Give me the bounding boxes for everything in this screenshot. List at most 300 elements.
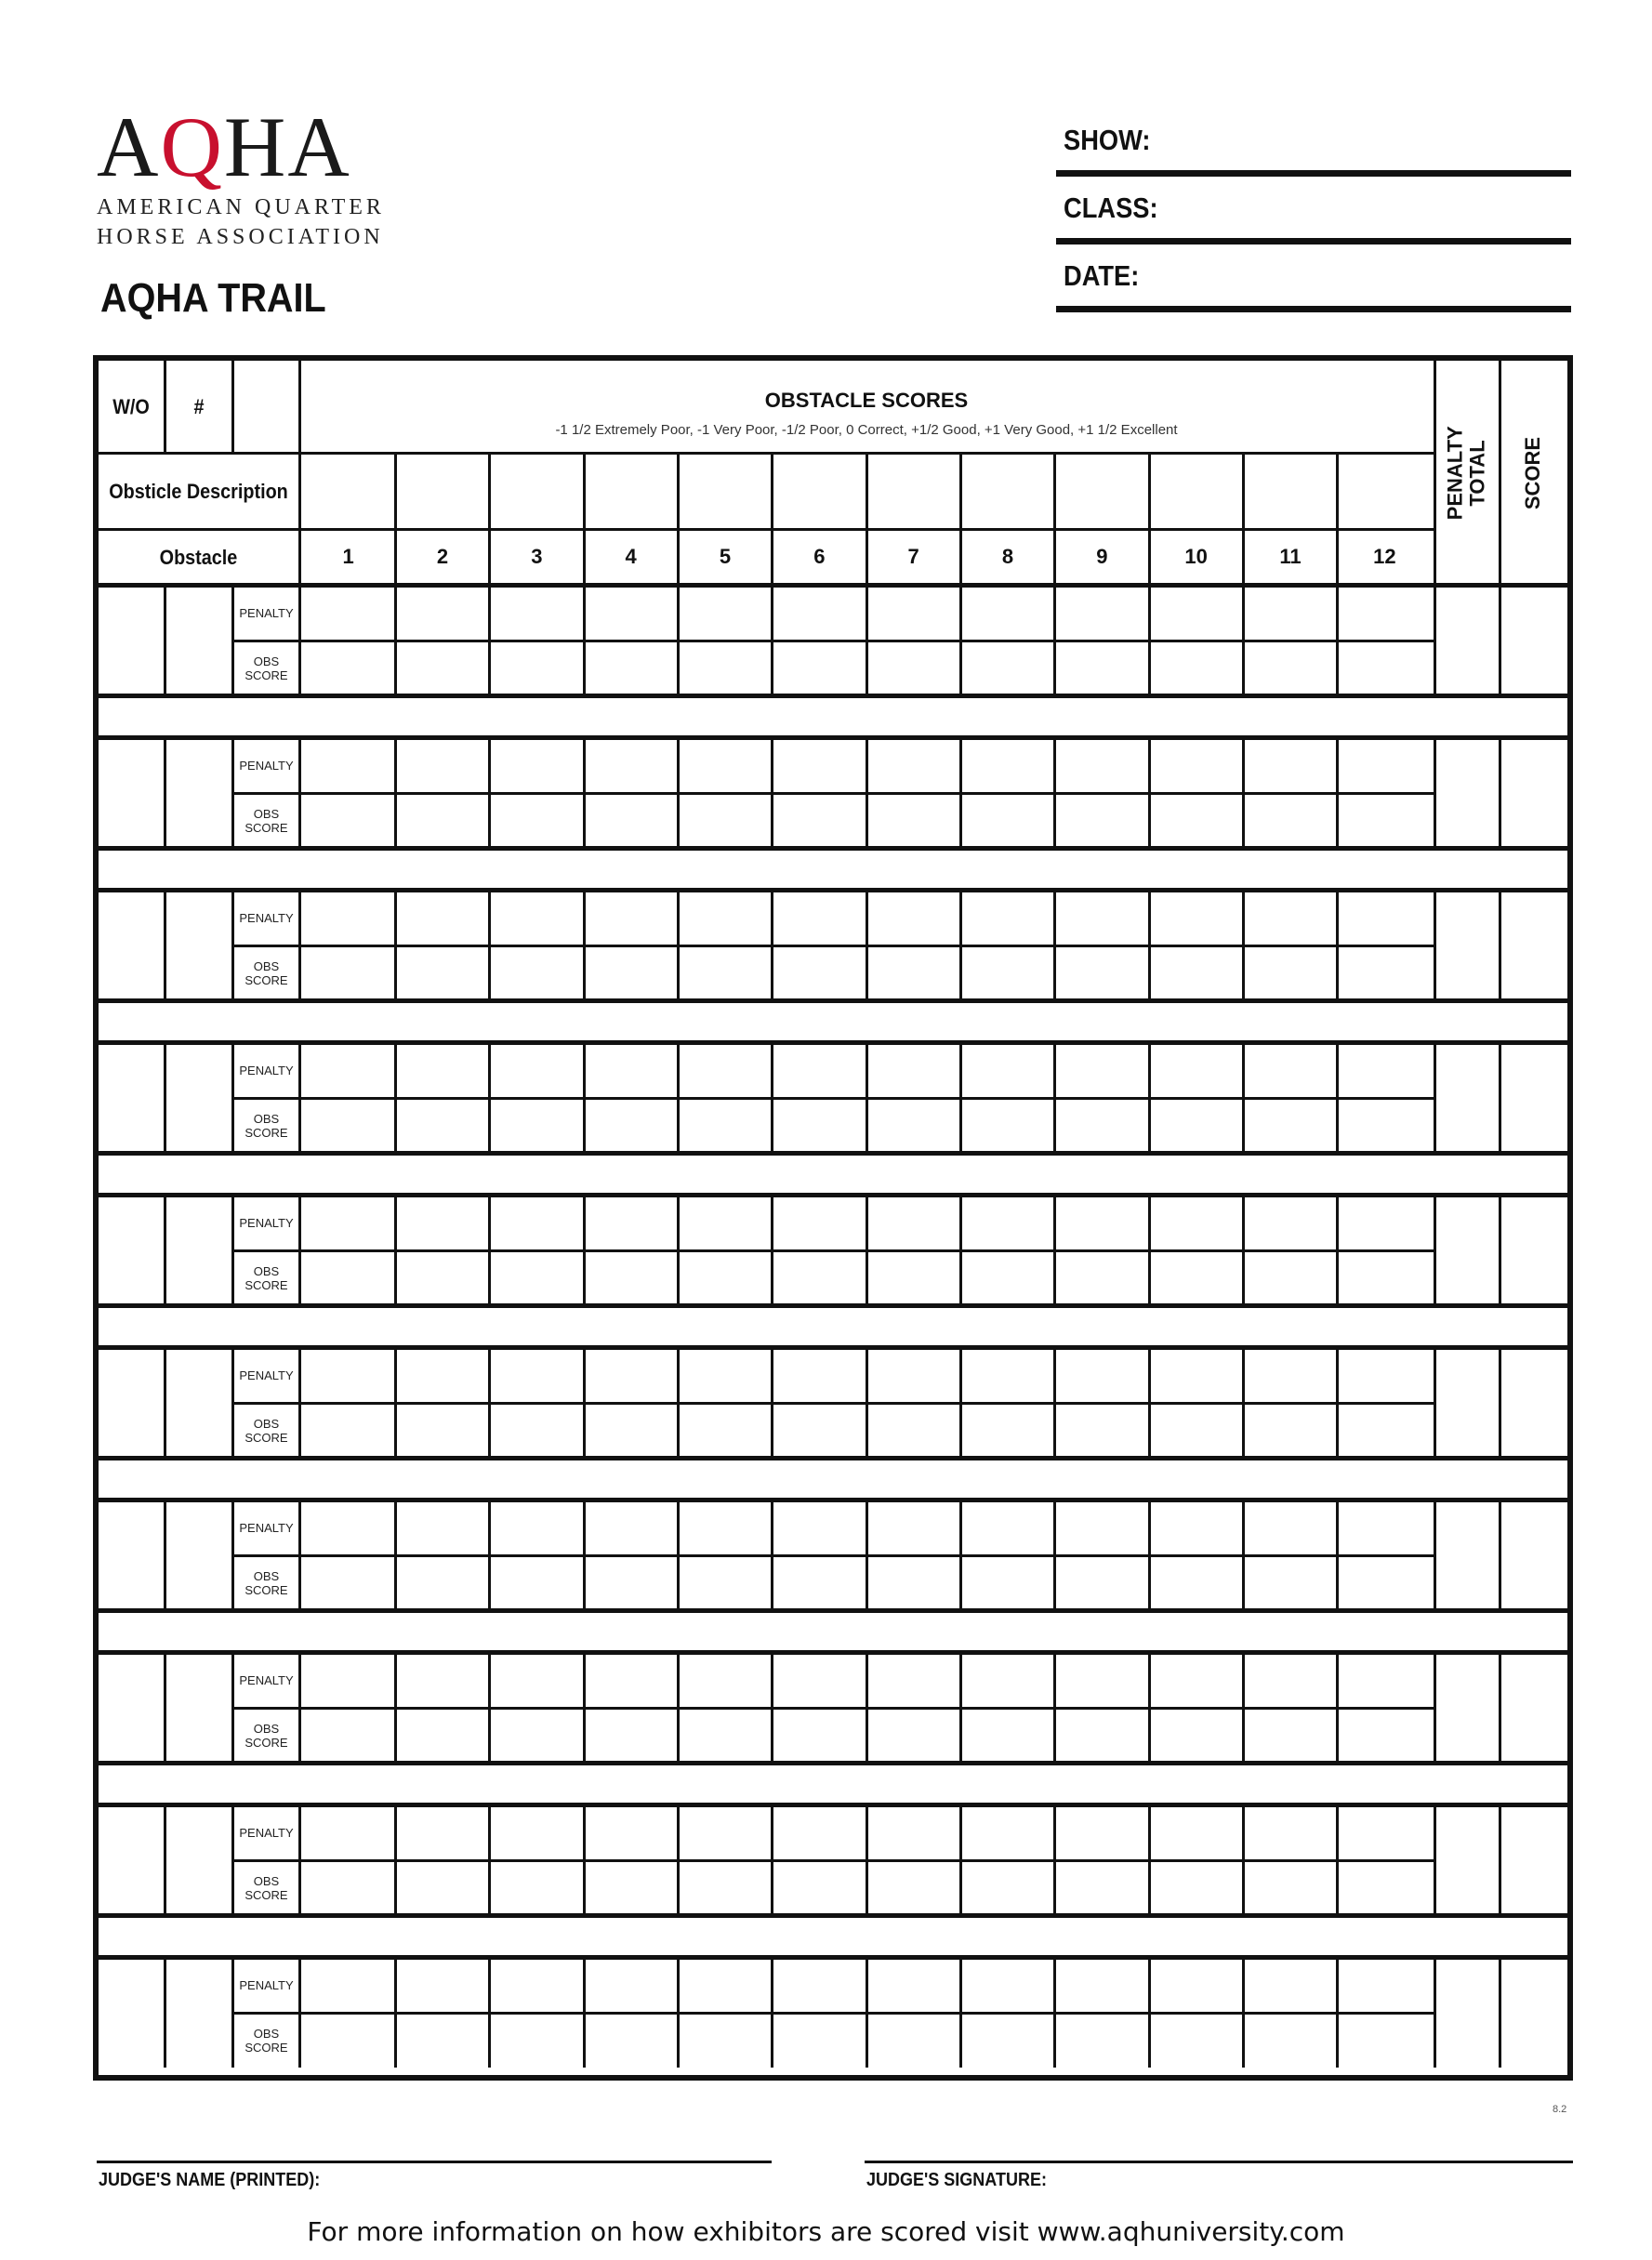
penalty-cell[interactable] <box>866 1805 960 1860</box>
score-cell[interactable] <box>1501 1653 1567 1763</box>
class-field[interactable] <box>1056 178 1571 245</box>
obs-score-cell[interactable] <box>1338 1860 1432 1915</box>
obs-score-cell[interactable] <box>1149 1860 1243 1915</box>
obs-score-cell[interactable] <box>1243 2013 1337 2068</box>
penalty-cell[interactable] <box>960 1196 1054 1250</box>
obs-score-cell[interactable] <box>1149 1403 1243 1458</box>
penalty-cell[interactable] <box>678 1805 772 1860</box>
penalty-total-cell[interactable] <box>1436 891 1499 1000</box>
penalty-cell[interactable] <box>301 1348 395 1403</box>
penalty-cell[interactable] <box>490 1958 584 2013</box>
penalty-cell[interactable] <box>678 891 772 945</box>
obs-score-cell[interactable] <box>866 1860 960 1915</box>
penalty-cell[interactable] <box>1338 1805 1432 1860</box>
penalty-cell[interactable] <box>301 1653 395 1708</box>
obs-score-cell[interactable] <box>1338 1708 1432 1763</box>
obstacle-description-cell[interactable] <box>773 455 866 528</box>
penalty-cell[interactable] <box>395 1348 489 1403</box>
penalty-cell[interactable] <box>1055 1196 1149 1250</box>
obs-score-cell[interactable] <box>584 793 678 848</box>
penalty-cell[interactable] <box>773 1805 866 1860</box>
obs-score-cell[interactable] <box>1243 1403 1337 1458</box>
number-cell[interactable] <box>166 1653 231 1763</box>
penalty-cell[interactable] <box>490 586 584 641</box>
score-cell[interactable] <box>1501 1043 1567 1153</box>
penalty-cell[interactable] <box>960 1348 1054 1403</box>
penalty-cell[interactable] <box>490 1805 584 1860</box>
obs-score-cell[interactable] <box>584 1860 678 1915</box>
obs-score-cell[interactable] <box>1149 1555 1243 1610</box>
wo-cell[interactable] <box>99 1958 164 2068</box>
penalty-cell[interactable] <box>1149 1043 1243 1098</box>
penalty-cell[interactable] <box>301 738 395 793</box>
obs-score-cell[interactable] <box>584 1250 678 1305</box>
penalty-cell[interactable] <box>490 1653 584 1708</box>
wo-cell[interactable] <box>99 1348 164 1458</box>
obs-score-cell[interactable] <box>490 641 584 695</box>
obs-score-cell[interactable] <box>773 641 866 695</box>
wo-cell[interactable] <box>99 738 164 848</box>
penalty-cell[interactable] <box>960 1805 1054 1860</box>
obs-score-cell[interactable] <box>960 945 1054 1000</box>
penalty-cell[interactable] <box>773 891 866 945</box>
obs-score-cell[interactable] <box>773 1403 866 1458</box>
obstacle-description-cell[interactable] <box>866 455 960 528</box>
obs-score-cell[interactable] <box>960 1860 1054 1915</box>
penalty-cell[interactable] <box>1149 586 1243 641</box>
number-cell[interactable] <box>166 1043 231 1153</box>
obs-score-cell[interactable] <box>773 1555 866 1610</box>
penalty-cell[interactable] <box>1149 1500 1243 1555</box>
penalty-cell[interactable] <box>1149 738 1243 793</box>
obs-score-cell[interactable] <box>490 2013 584 2068</box>
obs-score-cell[interactable] <box>1149 1708 1243 1763</box>
obs-score-cell[interactable] <box>584 641 678 695</box>
obs-score-cell[interactable] <box>584 945 678 1000</box>
obs-score-cell[interactable] <box>866 1250 960 1305</box>
block-bottom-rule <box>99 1456 1567 1460</box>
penalty-cell[interactable] <box>1149 1348 1243 1403</box>
penalty-cell[interactable] <box>584 1805 678 1860</box>
obs-score-cell[interactable] <box>773 1098 866 1153</box>
obs-score-cell[interactable] <box>960 1555 1054 1610</box>
penalty-cell[interactable] <box>584 1348 678 1403</box>
obs-score-cell[interactable] <box>866 793 960 848</box>
obs-score-cell[interactable] <box>1243 945 1337 1000</box>
obs-score-cell[interactable] <box>1243 1555 1337 1610</box>
obs-score-cell[interactable] <box>866 1555 960 1610</box>
penalty-cell[interactable] <box>678 738 772 793</box>
penalty-cell[interactable] <box>1243 1958 1337 2013</box>
penalty-cell[interactable] <box>1338 1348 1432 1403</box>
penalty-cell[interactable] <box>960 1653 1054 1708</box>
penalty-cell[interactable] <box>1055 738 1149 793</box>
score-cell[interactable] <box>1501 1958 1567 2068</box>
penalty-cell[interactable] <box>1243 1500 1337 1555</box>
penalty-cell[interactable] <box>1055 1958 1149 2013</box>
obs-score-cell[interactable] <box>395 1403 489 1458</box>
obs-score-cell[interactable] <box>1338 1098 1432 1153</box>
penalty-cell[interactable] <box>490 1500 584 1555</box>
obs-score-cell[interactable] <box>866 2013 960 2068</box>
obs-score-cell[interactable] <box>584 1098 678 1153</box>
penalty-total-cell[interactable] <box>1436 1500 1499 1610</box>
obstacle-description-cell[interactable] <box>301 455 395 528</box>
number-cell[interactable] <box>166 1500 231 1610</box>
penalty-cell[interactable] <box>1338 1043 1432 1098</box>
obs-score-cell[interactable] <box>1149 2013 1243 2068</box>
obs-score-cell[interactable] <box>395 641 489 695</box>
penalty-cell[interactable] <box>584 1500 678 1555</box>
penalty-cell[interactable] <box>395 1653 489 1708</box>
obs-score-cell[interactable] <box>866 945 960 1000</box>
penalty-cell[interactable] <box>395 1196 489 1250</box>
number-cell[interactable] <box>166 891 231 1000</box>
obs-score-cell[interactable] <box>1055 945 1149 1000</box>
penalty-cell[interactable] <box>773 1653 866 1708</box>
penalty-cell[interactable] <box>866 1043 960 1098</box>
penalty-cell[interactable] <box>773 1500 866 1555</box>
obs-score-cell[interactable] <box>395 1708 489 1763</box>
obs-score-cell[interactable] <box>678 1708 772 1763</box>
penalty-cell[interactable] <box>301 1500 395 1555</box>
obstacle-description-cell[interactable] <box>1243 455 1337 528</box>
penalty-cell[interactable] <box>1149 891 1243 945</box>
obstacle-description-cell[interactable] <box>1055 455 1149 528</box>
obs-score-cell[interactable] <box>490 1708 584 1763</box>
score-cell[interactable] <box>1501 1500 1567 1610</box>
penalty-cell[interactable] <box>490 891 584 945</box>
obs-score-cell[interactable] <box>301 2013 395 2068</box>
form-title: AQHA TRAIL <box>100 275 326 321</box>
obstacle-description-cell[interactable] <box>490 455 584 528</box>
judge-signature-line[interactable] <box>865 2161 1573 2163</box>
penalty-cell[interactable] <box>1338 1958 1432 2013</box>
penalty-cell[interactable] <box>960 891 1054 945</box>
obs-score-cell[interactable] <box>1055 2013 1149 2068</box>
obs-score-cell[interactable] <box>395 1098 489 1153</box>
penalty-cell[interactable] <box>1338 891 1432 945</box>
penalty-cell[interactable] <box>1055 1653 1149 1708</box>
penalty-cell[interactable] <box>1338 586 1432 641</box>
penalty-cell[interactable] <box>301 1805 395 1860</box>
penalty-cell[interactable] <box>395 891 489 945</box>
penalty-cell[interactable] <box>1055 1348 1149 1403</box>
obs-score-cell[interactable] <box>678 1860 772 1915</box>
obs-score-cell[interactable] <box>490 1555 584 1610</box>
obs-score-cell[interactable] <box>678 641 772 695</box>
obs-score-cell[interactable] <box>678 1403 772 1458</box>
obs-score-cell[interactable] <box>960 1403 1054 1458</box>
obs-score-cell[interactable] <box>1338 793 1432 848</box>
wo-cell[interactable] <box>99 586 164 695</box>
obs-score-cell[interactable] <box>678 1098 772 1153</box>
penalty-total-cell[interactable] <box>1436 1805 1499 1915</box>
penalty-cell[interactable] <box>584 1653 678 1708</box>
obs-score-cell[interactable] <box>395 1555 489 1610</box>
score-cell[interactable] <box>1501 738 1567 848</box>
obs-score-cell[interactable] <box>584 1708 678 1763</box>
obs-score-cell[interactable] <box>301 1860 395 1915</box>
penalty-cell[interactable] <box>1055 1805 1149 1860</box>
penalty-total-cell[interactable] <box>1436 1043 1499 1153</box>
wo-cell[interactable] <box>99 1653 164 1763</box>
obs-score-cell[interactable] <box>1055 1860 1149 1915</box>
obstacle-description-cell[interactable] <box>395 455 489 528</box>
obs-score-cell[interactable] <box>773 1860 866 1915</box>
penalty-cell[interactable] <box>960 1958 1054 2013</box>
obs-score-cell[interactable] <box>1149 945 1243 1000</box>
obs-score-cell[interactable] <box>866 1403 960 1458</box>
obstacle-description-cell[interactable] <box>1149 455 1243 528</box>
obs-score-cell[interactable] <box>301 945 395 1000</box>
obs-score-cell[interactable] <box>1338 641 1432 695</box>
obs-score-cell[interactable] <box>395 1860 489 1915</box>
penalty-cell[interactable] <box>1338 1196 1432 1250</box>
penalty-cell[interactable] <box>866 891 960 945</box>
penalty-cell[interactable] <box>866 738 960 793</box>
obs-score-cell[interactable] <box>1243 1250 1337 1305</box>
penalty-cell[interactable] <box>866 1500 960 1555</box>
obs-score-cell[interactable] <box>490 1860 584 1915</box>
obs-score-cell[interactable] <box>490 945 584 1000</box>
penalty-cell[interactable] <box>1243 1348 1337 1403</box>
obstacle-description-cell[interactable] <box>678 455 772 528</box>
penalty-cell[interactable] <box>301 1196 395 1250</box>
penalty-cell[interactable] <box>584 738 678 793</box>
penalty-cell[interactable] <box>490 738 584 793</box>
obs-score-cell[interactable] <box>301 1555 395 1610</box>
penalty-cell[interactable] <box>960 1500 1054 1555</box>
obs-score-cell[interactable] <box>960 1250 1054 1305</box>
penalty-total-cell[interactable] <box>1436 1653 1499 1763</box>
obs-score-cell[interactable] <box>1338 945 1432 1000</box>
penalty-cell[interactable] <box>773 1196 866 1250</box>
penalty-cell[interactable] <box>773 738 866 793</box>
obs-score-cell[interactable] <box>678 945 772 1000</box>
penalty-cell[interactable] <box>1055 891 1149 945</box>
penalty-cell[interactable] <box>1338 738 1432 793</box>
obs-score-cell[interactable] <box>960 2013 1054 2068</box>
obs-score-cell[interactable] <box>678 2013 772 2068</box>
penalty-cell[interactable] <box>395 1958 489 2013</box>
obs-score-cell[interactable] <box>1338 1250 1432 1305</box>
obs-score-cell[interactable] <box>301 793 395 848</box>
obs-score-cell[interactable] <box>1243 1860 1337 1915</box>
penalty-total-cell[interactable] <box>1436 586 1499 695</box>
penalty-cell[interactable] <box>866 1196 960 1250</box>
score-cell[interactable] <box>1501 1196 1567 1305</box>
obs-score-cell[interactable] <box>301 641 395 695</box>
obs-score-cell[interactable] <box>1055 1403 1149 1458</box>
penalty-cell[interactable] <box>1243 1043 1337 1098</box>
penalty-cell[interactable] <box>1243 738 1337 793</box>
penalty-cell[interactable] <box>1243 1653 1337 1708</box>
obs-score-cell[interactable] <box>584 1555 678 1610</box>
penalty-cell[interactable] <box>395 1500 489 1555</box>
penalty-cell[interactable] <box>584 1958 678 2013</box>
obs-score-cell[interactable] <box>395 1250 489 1305</box>
number-cell[interactable] <box>166 1196 231 1305</box>
obs-score-cell[interactable] <box>1055 1250 1149 1305</box>
penalty-total-cell[interactable] <box>1436 738 1499 848</box>
number-cell[interactable] <box>166 586 231 695</box>
penalty-cell[interactable] <box>395 586 489 641</box>
penalty-cell[interactable] <box>1055 1500 1149 1555</box>
number-cell[interactable] <box>166 1805 231 1915</box>
number-cell[interactable] <box>166 1958 231 2068</box>
penalty-total-cell[interactable] <box>1436 1196 1499 1305</box>
penalty-cell[interactable] <box>1338 1500 1432 1555</box>
wo-cell[interactable] <box>99 1196 164 1305</box>
obstacle-description-cell[interactable] <box>584 455 678 528</box>
penalty-cell[interactable] <box>301 891 395 945</box>
penalty-cell[interactable] <box>1243 586 1337 641</box>
obs-score-cell[interactable] <box>584 2013 678 2068</box>
penalty-cell[interactable] <box>866 1653 960 1708</box>
penalty-cell[interactable] <box>773 1958 866 2013</box>
penalty-cell[interactable] <box>678 1500 772 1555</box>
obs-score-cell[interactable] <box>490 1250 584 1305</box>
obs-score-cell[interactable] <box>960 1708 1054 1763</box>
obs-score-cell[interactable] <box>866 1098 960 1153</box>
penalty-cell[interactable] <box>678 1043 772 1098</box>
wo-cell[interactable] <box>99 891 164 1000</box>
obs-score-cell[interactable] <box>490 1403 584 1458</box>
penalty-cell[interactable] <box>866 586 960 641</box>
obs-score-cell[interactable] <box>1149 793 1243 848</box>
penalty-cell[interactable] <box>584 1196 678 1250</box>
penalty-cell[interactable] <box>1243 1196 1337 1250</box>
penalty-total-cell[interactable] <box>1436 1348 1499 1458</box>
penalty-cell[interactable] <box>1149 1805 1243 1860</box>
obs-score-cell[interactable] <box>678 1555 772 1610</box>
penalty-cell[interactable] <box>678 1653 772 1708</box>
obs-score-cell[interactable] <box>960 1098 1054 1153</box>
penalty-cell[interactable] <box>773 1043 866 1098</box>
penalty-cell[interactable] <box>490 1348 584 1403</box>
penalty-cell[interactable] <box>301 586 395 641</box>
penalty-cell[interactable] <box>1055 1043 1149 1098</box>
penalty-cell[interactable] <box>1149 1196 1243 1250</box>
obs-score-cell[interactable] <box>395 793 489 848</box>
penalty-cell[interactable] <box>960 738 1054 793</box>
wo-cell[interactable] <box>99 1805 164 1915</box>
obs-score-cell[interactable] <box>301 1250 395 1305</box>
penalty-row-label: PENALTY <box>239 759 294 773</box>
obs-score-cell[interactable] <box>1149 641 1243 695</box>
obs-score-cell[interactable] <box>866 641 960 695</box>
score-cell[interactable] <box>1501 1348 1567 1458</box>
penalty-total-cell[interactable] <box>1436 1958 1499 2068</box>
penalty-cell[interactable] <box>678 1348 772 1403</box>
number-cell[interactable] <box>166 738 231 848</box>
date-field[interactable] <box>1056 245 1571 312</box>
obs-score-cell[interactable] <box>1055 641 1149 695</box>
obs-score-cell[interactable] <box>960 793 1054 848</box>
penalty-cell[interactable] <box>301 1043 395 1098</box>
penalty-cell[interactable] <box>866 1958 960 2013</box>
obs-score-cell[interactable] <box>773 1708 866 1763</box>
obs-score-cell[interactable] <box>773 2013 866 2068</box>
obs-score-cell[interactable] <box>490 793 584 848</box>
penalty-cell[interactable] <box>678 1196 772 1250</box>
penalty-cell[interactable] <box>490 1043 584 1098</box>
obs-score-cell[interactable] <box>1338 1555 1432 1610</box>
penalty-cell[interactable] <box>773 586 866 641</box>
penalty-cell[interactable] <box>395 1805 489 1860</box>
penalty-cell[interactable] <box>395 1043 489 1098</box>
obs-score-cell[interactable] <box>1055 793 1149 848</box>
obs-score-cell[interactable] <box>1338 1403 1432 1458</box>
penalty-cell[interactable] <box>584 1043 678 1098</box>
penalty-cell[interactable] <box>301 1958 395 2013</box>
obs-score-cell[interactable] <box>490 1098 584 1153</box>
obs-score-cell[interactable] <box>1055 1098 1149 1153</box>
obs-score-cell[interactable] <box>773 945 866 1000</box>
obs-score-cell[interactable] <box>866 1708 960 1763</box>
obs-score-cell[interactable] <box>1149 1098 1243 1153</box>
obs-score-cell[interactable] <box>773 1250 866 1305</box>
obstacle-description-cell[interactable] <box>1338 455 1432 528</box>
obs-score-cell[interactable] <box>395 2013 489 2068</box>
obs-score-cell[interactable] <box>678 1250 772 1305</box>
obs-score-cell[interactable] <box>1149 1250 1243 1305</box>
obs-score-cell[interactable] <box>773 793 866 848</box>
obs-score-cell[interactable] <box>1055 1555 1149 1610</box>
obs-score-cell[interactable] <box>395 945 489 1000</box>
score-cell[interactable] <box>1501 891 1567 1000</box>
obs-score-cell[interactable] <box>678 793 772 848</box>
penalty-cell[interactable] <box>1055 586 1149 641</box>
penalty-cell[interactable] <box>1149 1653 1243 1708</box>
penalty-cell[interactable] <box>866 1348 960 1403</box>
obs-score-cell[interactable] <box>301 1403 395 1458</box>
obs-score-cell[interactable] <box>301 1708 395 1763</box>
penalty-cell[interactable] <box>1149 1958 1243 2013</box>
obs-score-cell[interactable] <box>584 1403 678 1458</box>
penalty-cell[interactable] <box>678 586 772 641</box>
penalty-cell[interactable] <box>960 586 1054 641</box>
penalty-cell[interactable] <box>678 1958 772 2013</box>
judge-name-line[interactable] <box>97 2161 772 2163</box>
obs-score-cell[interactable] <box>1055 1708 1149 1763</box>
penalty-cell[interactable] <box>773 1348 866 1403</box>
score-cell[interactable] <box>1501 1805 1567 1915</box>
score-cell[interactable] <box>1501 586 1567 695</box>
show-field[interactable] <box>1056 110 1571 177</box>
obs-score-cell[interactable] <box>1338 2013 1432 2068</box>
wo-cell[interactable] <box>99 1500 164 1610</box>
obs-score-cell[interactable] <box>1243 641 1337 695</box>
obstacle-description-cell[interactable] <box>960 455 1054 528</box>
penalty-cell[interactable] <box>584 891 678 945</box>
penalty-cell[interactable] <box>395 738 489 793</box>
penalty-cell[interactable] <box>1243 891 1337 945</box>
obs-score-cell[interactable] <box>301 1098 395 1153</box>
penalty-cell[interactable] <box>490 1196 584 1250</box>
penalty-cell[interactable] <box>1338 1653 1432 1708</box>
obs-score-cell[interactable] <box>1243 793 1337 848</box>
wo-cell[interactable] <box>99 1043 164 1153</box>
number-cell[interactable] <box>166 1348 231 1458</box>
obs-score-cell[interactable] <box>1243 1708 1337 1763</box>
obs-score-cell[interactable] <box>1243 1098 1337 1153</box>
penalty-cell[interactable] <box>960 1043 1054 1098</box>
obs-score-cell[interactable] <box>960 641 1054 695</box>
penalty-cell[interactable] <box>584 586 678 641</box>
penalty-cell[interactable] <box>1243 1805 1337 1860</box>
